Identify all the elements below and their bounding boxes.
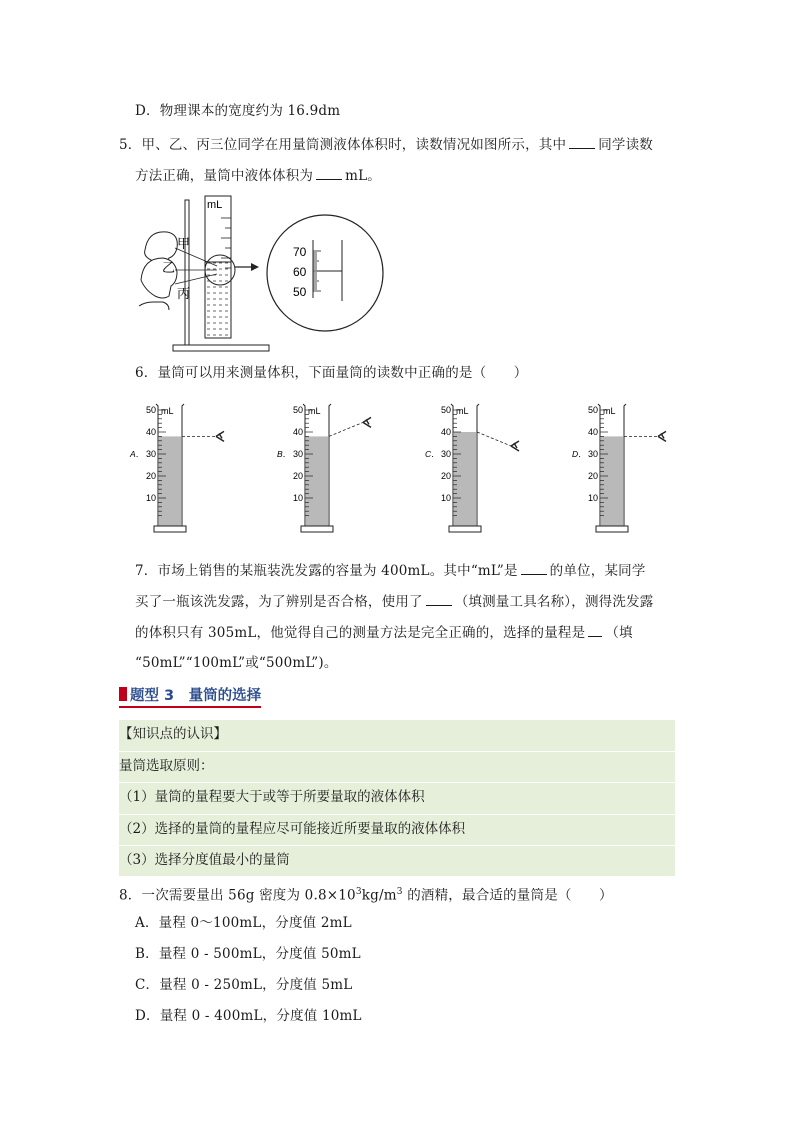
q5-blank-student[interactable] bbox=[569, 134, 595, 149]
q8-stem-c: 的酒精，最合适的量筒是（ ） bbox=[402, 887, 613, 904]
cylinder-liquid bbox=[454, 432, 476, 526]
cylinder-liquid bbox=[601, 436, 623, 526]
q8-stem-b: kg/m bbox=[361, 887, 397, 904]
q5-figure bbox=[135, 188, 505, 358]
stand-base bbox=[173, 345, 269, 351]
q7-line4: “50mL”“100mL”或“500mL”)。 bbox=[135, 655, 338, 671]
q8-stem-a: 8．一次需要量出 56g 密度为 0.8×10 bbox=[119, 887, 356, 904]
cylinder-unit: mL bbox=[603, 406, 616, 416]
q7-line2 bbox=[135, 591, 653, 612]
cylinder-tick-label: 30 bbox=[145, 449, 156, 459]
label-jia: 甲 bbox=[177, 236, 191, 251]
cylinder-tick-label: 10 bbox=[440, 493, 451, 503]
q5-line1 bbox=[119, 134, 653, 155]
q7-text-c: 买了一瓶该洗发露，为了辨别是否合格，使用了 bbox=[135, 594, 423, 610]
cylinder-liquid bbox=[206, 262, 230, 337]
eye-icon bbox=[511, 441, 519, 451]
zoom-tick-70: 70 bbox=[293, 245, 307, 259]
cylinder-tick-label: 20 bbox=[292, 471, 303, 481]
cylinder-foot bbox=[596, 526, 628, 532]
q7-blank-unit[interactable] bbox=[521, 560, 547, 575]
eye-icon bbox=[216, 431, 224, 441]
cylinder-tick-label: 50 bbox=[145, 405, 156, 415]
cylinder-tick-label: 10 bbox=[145, 493, 156, 503]
section-underline bbox=[119, 706, 261, 708]
cylinder-tick-label: 20 bbox=[145, 471, 156, 481]
q6-cylinder-figure-2 bbox=[275, 398, 385, 538]
cylinder-tick-label: 50 bbox=[587, 405, 598, 415]
q7-blank-tool[interactable] bbox=[426, 591, 452, 606]
zoom-tick-50: 50 bbox=[293, 285, 307, 299]
cylinder-tick-label: 20 bbox=[440, 471, 451, 481]
q6-cylinder-figure-4 bbox=[570, 398, 680, 538]
cylinder-tick-label: 20 bbox=[587, 471, 598, 481]
q7-text-f: （填 bbox=[605, 625, 633, 641]
q5-text-d: mL。 bbox=[345, 168, 381, 184]
arrow-head-icon bbox=[251, 263, 259, 271]
q5-text-b: 同学读数 bbox=[598, 137, 654, 153]
option-label: D． bbox=[572, 449, 587, 459]
zoom-tick-60: 60 bbox=[293, 265, 307, 279]
q8-option-a: A．量程 0～100mL，分度值 2mL bbox=[135, 915, 352, 931]
cylinder-liquid bbox=[159, 436, 181, 526]
cylinder-tick-label: 30 bbox=[292, 449, 303, 459]
knowledge-intro: 量筒选取原则： bbox=[119, 751, 675, 781]
zoom-circle bbox=[267, 215, 383, 331]
cylinder-foot bbox=[154, 526, 186, 532]
knowledge-header: 【知识点的认识】 bbox=[119, 726, 227, 742]
sight-line bbox=[329, 422, 363, 436]
cylinder-foot bbox=[301, 526, 333, 532]
cylinder-tick-label: 10 bbox=[587, 493, 598, 503]
knowledge-item-3: （3）选择分度值最小的量筒 bbox=[119, 845, 675, 875]
eye-icon bbox=[363, 417, 371, 427]
cylinder-tick-label: 50 bbox=[440, 405, 451, 415]
cylinder-tick-label: 50 bbox=[292, 405, 303, 415]
knowledge-box bbox=[119, 720, 675, 876]
eye-icon bbox=[658, 431, 666, 441]
cylinder-foot bbox=[449, 526, 481, 532]
q7-blank-range[interactable] bbox=[588, 622, 602, 637]
q5-line2 bbox=[135, 165, 381, 186]
cylinder-liquid bbox=[306, 436, 328, 526]
sight-line bbox=[477, 432, 511, 446]
section-title bbox=[119, 683, 261, 705]
q6-cylinder-figure-1 bbox=[128, 398, 238, 538]
q8-stem bbox=[119, 882, 613, 906]
section-title-text: 题型 3 量筒的选择 bbox=[130, 687, 262, 704]
cylinder-unit: mL bbox=[456, 406, 469, 416]
q5-text-a: 5．甲、乙、丙三位同学在用量筒测液体体积时，读数情况如图所示，其中 bbox=[119, 137, 567, 153]
cylinder-tick-label: 10 bbox=[292, 493, 303, 503]
option-label: B． bbox=[277, 449, 292, 459]
q7-line1 bbox=[135, 560, 646, 581]
label-bing: 丙 bbox=[177, 286, 191, 301]
q8-sup-1: 3 bbox=[355, 887, 362, 897]
stand-rod bbox=[185, 200, 189, 345]
q7-line3 bbox=[135, 622, 633, 643]
q8-option-d: D．量程 0 - 400mL，分度值 10mL bbox=[135, 1008, 362, 1024]
label-yi: 乙 bbox=[162, 260, 176, 275]
knowledge-item-1: （1）量筒的量程要大于或等于所要量取的液体体积 bbox=[119, 782, 675, 812]
q7-text-a: 7．市场上销售的某瓶装洗发露的容量为 400mL。其中“mL”是 bbox=[135, 563, 518, 579]
q7-text-d: （填测量工具名称），测得洗发露 bbox=[454, 594, 654, 610]
cylinder-unit: mL bbox=[308, 406, 321, 416]
cylinder-tick-label: 40 bbox=[440, 427, 451, 437]
q6-cylinder-figure-3 bbox=[423, 398, 533, 538]
q7-text-b: 的单位，某同学 bbox=[549, 563, 646, 579]
q6-stem: 6．量筒可以用来测量体积，下面量筒的读数中正确的是（ ） bbox=[135, 365, 528, 381]
cylinder-unit: mL bbox=[207, 199, 223, 211]
section-marker-icon bbox=[119, 687, 127, 701]
q8-sup-2: 3 bbox=[396, 887, 403, 897]
option-label: C． bbox=[425, 449, 440, 459]
q7-text-e: 的体积只有 305mL，他觉得自己的测量方法是完全正确的，选择的量程是 bbox=[135, 625, 586, 641]
cylinder-tick-label: 30 bbox=[587, 449, 598, 459]
cylinder-tick-label: 40 bbox=[292, 427, 303, 437]
cylinder-tick-label: 40 bbox=[145, 427, 156, 437]
q8-option-b: B．量程 0 - 500mL，分度值 50mL bbox=[135, 946, 361, 962]
option-label: A． bbox=[130, 449, 145, 459]
q5-blank-volume[interactable] bbox=[316, 165, 342, 180]
knowledge-item-2: （2）选择的量筒的量程应尽可能接近所要量取的液体体积 bbox=[119, 814, 675, 844]
cylinder-tick-label: 30 bbox=[440, 449, 451, 459]
q4-option-d: D．物理课本的宽度约为 16.9dm bbox=[135, 103, 341, 119]
cylinder-tick-label: 40 bbox=[587, 427, 598, 437]
q8-option-c: C．量程 0 - 250mL，分度值 5mL bbox=[135, 977, 353, 993]
q5-text-c: 方法正确，量筒中液体体积为 bbox=[135, 168, 314, 184]
cylinder-unit: mL bbox=[161, 406, 174, 416]
